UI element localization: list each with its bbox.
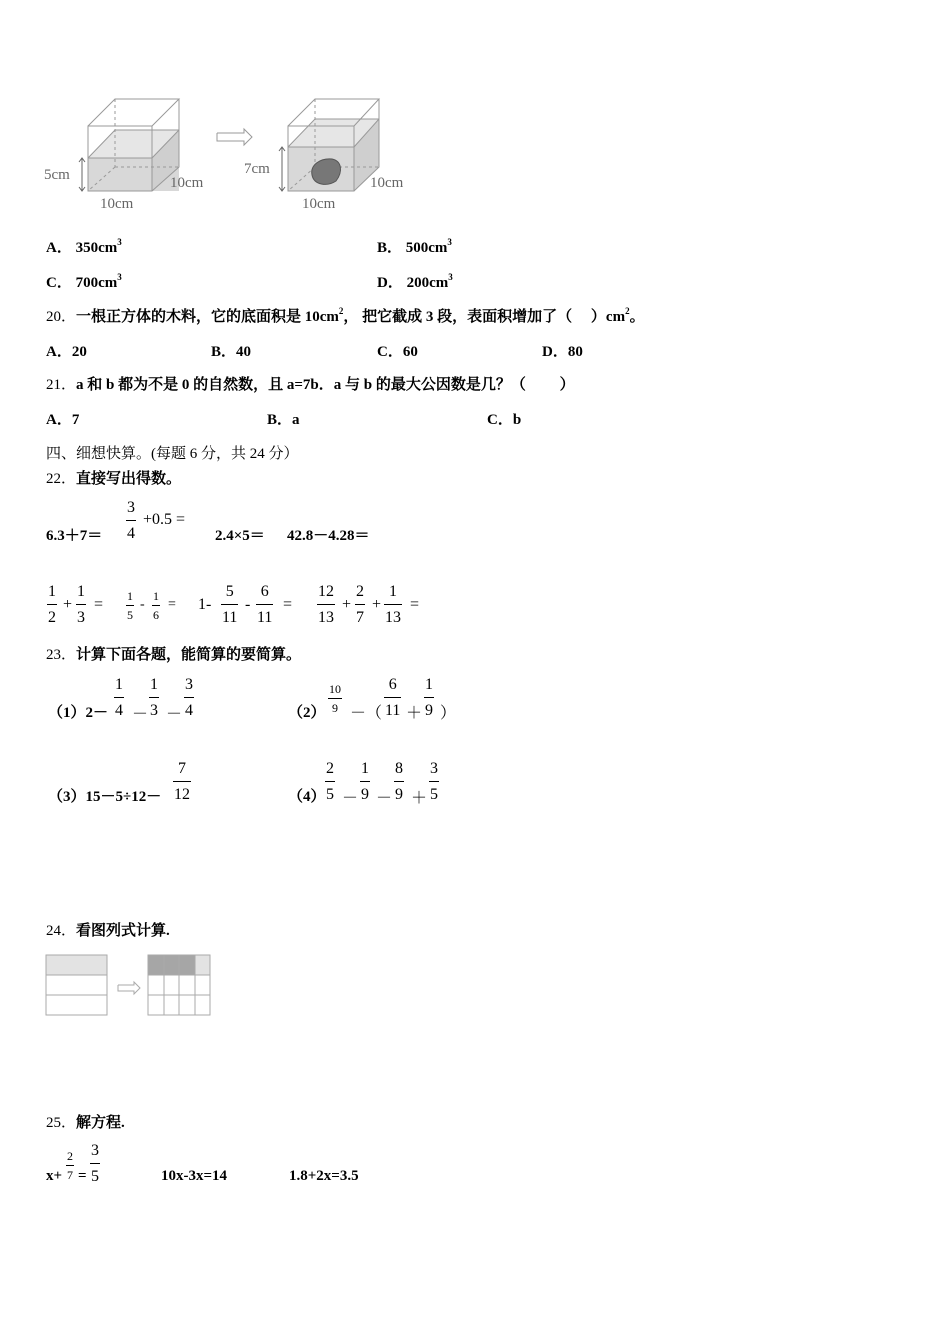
q22-row2-d-frac2: 2 7 [356, 583, 364, 626]
q20-option-a: A．20 [46, 344, 87, 360]
q22-row2-a-op: + [63, 596, 73, 613]
q23-p1-frac3: 3 4 [185, 676, 193, 719]
q19-option-b: B． $500cm^3$ [377, 237, 452, 256]
q24-title: 24．看图列式计算. [46, 923, 170, 939]
q23-p1-expr: （1）2－ [48, 705, 109, 721]
q22-row2-a-frac1: 1 2 [48, 583, 56, 626]
q23-p2-frac3: 1 9 [425, 676, 433, 719]
q22-expr-2-fraction: 3 4 [127, 499, 135, 542]
q20-option-b: B．40 [211, 344, 252, 360]
q22-row2-d-op2: + [372, 596, 382, 613]
q23-p4-label: （4） [288, 789, 326, 805]
section-4-heading: 四、细想快算。(每题 6 分，共 24 分） [46, 446, 299, 462]
q23-p4-frac3: 8 9 [395, 760, 403, 803]
left-cube [79, 99, 179, 191]
q22-row2-c-frac1: 5 11 [222, 583, 238, 626]
q23-p2-op2: ＋ [406, 705, 423, 722]
q23-p2-close: ） [440, 705, 457, 722]
q23-p2-frac2: 6 11 [385, 676, 401, 719]
q25-eq2: 10x-3x=14 [161, 1168, 228, 1184]
q23-p4-frac4: 3 5 [430, 760, 438, 803]
q19-option-c: C． $700cm^3$ [46, 272, 122, 291]
q23-p1-frac2: 1 3 [150, 676, 158, 719]
q22-row2-d-frac3: 1 13 [385, 583, 401, 626]
q22-row2-a-eq: = [94, 596, 104, 613]
q22-row2-c-op: - [245, 596, 251, 613]
q25-eq1-pre: x+ [46, 1168, 63, 1184]
q22-row2-c-pre: 1- [198, 596, 212, 613]
q22-row2-b-op: - [140, 597, 145, 612]
q24-fraction-figure [45, 954, 215, 1020]
q23-p1-op1: － [132, 706, 149, 723]
q24-left-rect [46, 955, 107, 1015]
q23-p4-op2: － [376, 790, 393, 807]
q22-row2-b-frac1: 1 5 [127, 589, 133, 622]
q23-p2-op1: －（ [350, 705, 383, 722]
q23-p1-frac1: 1 4 [115, 676, 123, 719]
q20-option-c: C．60 [377, 344, 418, 360]
q24-right-rect [148, 955, 210, 1015]
q25-eq3: 1.8+2x=3.5 [289, 1168, 359, 1184]
q22-row2-c-frac2: 6 11 [257, 583, 273, 626]
q23-p3-frac1: 7 12 [174, 760, 190, 803]
q21-question: 21．a 和 b 都为不是 0 的自然数，且 a=7b．a 与 b 的最大公因数是几？（ ） [46, 377, 575, 393]
q21-option-c: C．b [487, 412, 522, 428]
q22-row2-d-frac1: 12 13 [318, 583, 334, 626]
q23-p2-frac1: 10 9 [329, 682, 341, 715]
q23-p4-op1: － [342, 790, 359, 807]
q23-p4-frac2: 1 9 [361, 760, 369, 803]
q19-option-a: A． $350cm^3$ [46, 237, 122, 256]
right-cube [279, 99, 379, 191]
q19-option-d: D． $200cm^3$ [377, 272, 453, 291]
q21-option-a: A．7 [46, 412, 80, 428]
q20-question: 20．一根正方体的木料，它的底面积是 $10cm^2$， 把它截成 3 段，表面积增加了（ ）$cm^2$。 [46, 306, 645, 325]
q22-row2-b-eq: = [168, 597, 176, 612]
q23-title: 23．计算下面各题，能简算的要简算。 [46, 647, 302, 663]
right-height-label: 7cm [244, 161, 270, 177]
q25-eq1-frac2: 3 5 [91, 1142, 99, 1185]
q25-eq1-equals: = [78, 1168, 87, 1184]
q23-p2-label: （2） [288, 705, 326, 721]
q22-expr-3: 2.4×5＝ [215, 528, 265, 544]
q22-title: 22．直接写出得数。 [46, 471, 182, 487]
transform-arrow-icon [217, 129, 252, 145]
q22-row2-a-frac2: 1 3 [77, 583, 85, 626]
left-width-label: 10cm [100, 196, 134, 212]
q22-row2-c-eq: = [283, 596, 293, 613]
left-depth-label: 10cm [170, 175, 204, 191]
q22-row2-d-eq: = [410, 596, 420, 613]
q22-row2-b-frac2: 1 6 [153, 589, 159, 622]
cube-water-figure [40, 95, 430, 215]
right-depth-label: 10cm [370, 175, 404, 191]
q25-eq1-frac1: 2 7 [67, 1149, 73, 1182]
q20-option-d: D．80 [542, 344, 583, 360]
q23-p3-expr: （3）15－5÷12－ [48, 789, 162, 805]
arrow-icon [118, 982, 140, 994]
q22-expr-2-rest: +0.5 = [143, 511, 186, 528]
q22-expr-1: 6.3＋7＝ [46, 528, 103, 544]
q25-title: 25．解方程. [46, 1115, 125, 1131]
q21-option-b: B．a [267, 412, 300, 428]
right-width-label: 10cm [302, 196, 336, 212]
left-height-label: 5cm [44, 167, 70, 183]
q23-p1-op2: － [166, 706, 183, 723]
q22-row2-d-op1: + [342, 596, 352, 613]
q23-p4-frac1: 2 5 [326, 760, 334, 803]
q23-p4-op3: ＋ [411, 790, 428, 807]
q22-expr-4: 42.8－4.28＝ [287, 528, 370, 544]
